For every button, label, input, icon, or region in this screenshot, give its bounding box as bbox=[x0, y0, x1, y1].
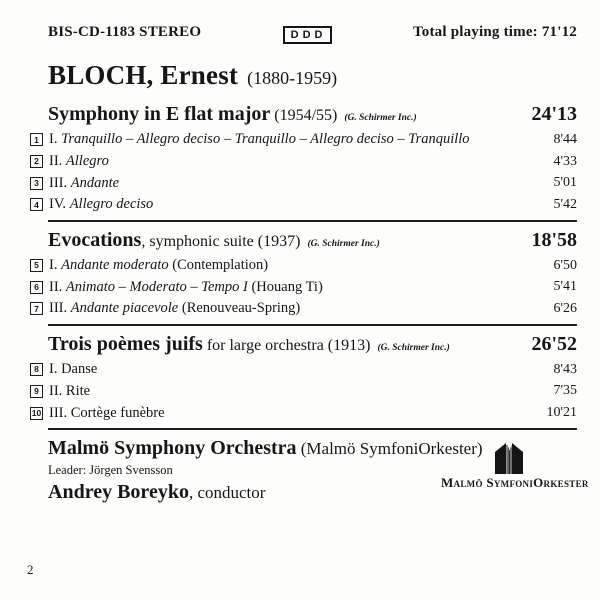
work-title: Evocations bbox=[48, 228, 142, 251]
track-number-badge: 1 bbox=[30, 133, 43, 146]
track-time: 5'42 bbox=[553, 196, 577, 212]
page-number: 2 bbox=[27, 562, 34, 577]
work-duration: 24'13 bbox=[531, 103, 577, 125]
track-row bbox=[31, 402, 577, 424]
track-number-badge: 9 bbox=[30, 385, 43, 398]
orchestra-native-name: (Malmö SymfoniOrkester) bbox=[296, 438, 483, 458]
work-subtitle: (1954/55) bbox=[270, 107, 338, 124]
track-title: I. Tranquillo – Allegro deciso – Tranquillo – Allegro deciso – Tranquillo bbox=[49, 131, 470, 148]
track-time: 6'26 bbox=[553, 300, 577, 316]
open-book-icon bbox=[493, 441, 525, 474]
work-publisher: (G. Schirmer Inc.) bbox=[307, 238, 380, 249]
track-row bbox=[34, 359, 577, 381]
catalog-number: BIS-CD-1183 STEREO bbox=[48, 24, 202, 40]
track-number-badge: 5 bbox=[30, 259, 43, 272]
track-title: II. Allegro bbox=[49, 153, 109, 170]
work-header bbox=[48, 103, 577, 126]
track-time: 5'01 bbox=[553, 175, 577, 191]
work-header bbox=[48, 333, 577, 356]
track-time: 10'21 bbox=[546, 405, 577, 421]
composer-dates: (1880-1959) bbox=[247, 68, 338, 88]
work-publisher: (G. Schirmer Inc.) bbox=[344, 113, 417, 123]
track-title: III. Andante bbox=[49, 174, 120, 191]
spars-code-badge: DDD bbox=[283, 26, 332, 44]
work-section bbox=[34, 228, 577, 320]
work-duration: 26'52 bbox=[531, 332, 577, 355]
track-time: 4'33 bbox=[553, 153, 577, 169]
conductor-role: , conductor bbox=[188, 482, 266, 502]
composer-line bbox=[48, 60, 577, 96]
track-row bbox=[34, 129, 577, 151]
orchestra-leader: Leader: Jörgen Svensson bbox=[48, 462, 173, 477]
track-number-badge: 8 bbox=[30, 363, 43, 376]
work-publisher: (G. Schirmer Inc.) bbox=[377, 342, 450, 353]
track-row bbox=[34, 298, 577, 320]
orchestra-name: Malmö Symphony Orchestra bbox=[48, 436, 297, 459]
track-number-badge: 7 bbox=[30, 302, 43, 315]
work-title: Symphony in E flat major bbox=[48, 103, 271, 125]
track-row bbox=[34, 276, 577, 298]
track-time: 8'43 bbox=[553, 361, 577, 377]
track-title: II. Animato – Moderato – Tempo I (Houang Ti) bbox=[49, 278, 323, 295]
work-section bbox=[31, 332, 577, 424]
section-divider bbox=[48, 324, 577, 326]
track-title: I. Danse bbox=[49, 361, 98, 378]
track-row bbox=[34, 172, 577, 194]
track-time: 5'41 bbox=[553, 279, 577, 295]
work-subtitle: , symphonic suite (1937) bbox=[141, 232, 301, 250]
track-number-badge: 3 bbox=[30, 177, 43, 190]
track-time: 8'44 bbox=[553, 131, 577, 147]
work-title: Trois poèmes juifs bbox=[48, 332, 203, 355]
section-divider bbox=[48, 220, 577, 222]
track-title: III. Cortège funèbre bbox=[49, 404, 165, 421]
track-number-badge: 6 bbox=[30, 281, 43, 294]
section-divider bbox=[48, 428, 577, 430]
work-section bbox=[34, 103, 577, 216]
track-title: IV. Allegro deciso bbox=[49, 196, 154, 213]
track-row bbox=[34, 151, 577, 173]
track-row bbox=[34, 381, 577, 403]
track-row bbox=[34, 194, 577, 216]
work-duration: 18'58 bbox=[531, 228, 577, 251]
track-title: III. Andante piacevole (Renouveau-Spring) bbox=[49, 300, 301, 317]
malmo-symfoniorkester-logo bbox=[441, 441, 589, 491]
track-time: 6'50 bbox=[553, 257, 577, 273]
track-title: II. Rite bbox=[49, 382, 91, 399]
orchestra-logo-text: Malmö SymfoniOrkester bbox=[441, 474, 589, 490]
performers-block bbox=[48, 436, 589, 507]
page-header bbox=[48, 24, 577, 46]
total-playing-time: Total playing time: 71'12 bbox=[412, 24, 577, 40]
track-number-badge: 10 bbox=[31, 407, 42, 418]
track-row bbox=[34, 255, 577, 277]
work-header bbox=[48, 229, 577, 252]
work-subtitle: for large orchestra (1913) bbox=[202, 336, 371, 354]
track-number-badge: 2 bbox=[30, 155, 43, 168]
track-title: I. Andante moderato (Contemplation) bbox=[49, 257, 269, 274]
track-number-badge: 4 bbox=[30, 198, 43, 211]
track-time: 7'35 bbox=[553, 383, 577, 399]
composer-name: BLOCH, Ernest bbox=[48, 60, 239, 90]
conductor-name: Andrey Boreyko bbox=[48, 480, 189, 503]
